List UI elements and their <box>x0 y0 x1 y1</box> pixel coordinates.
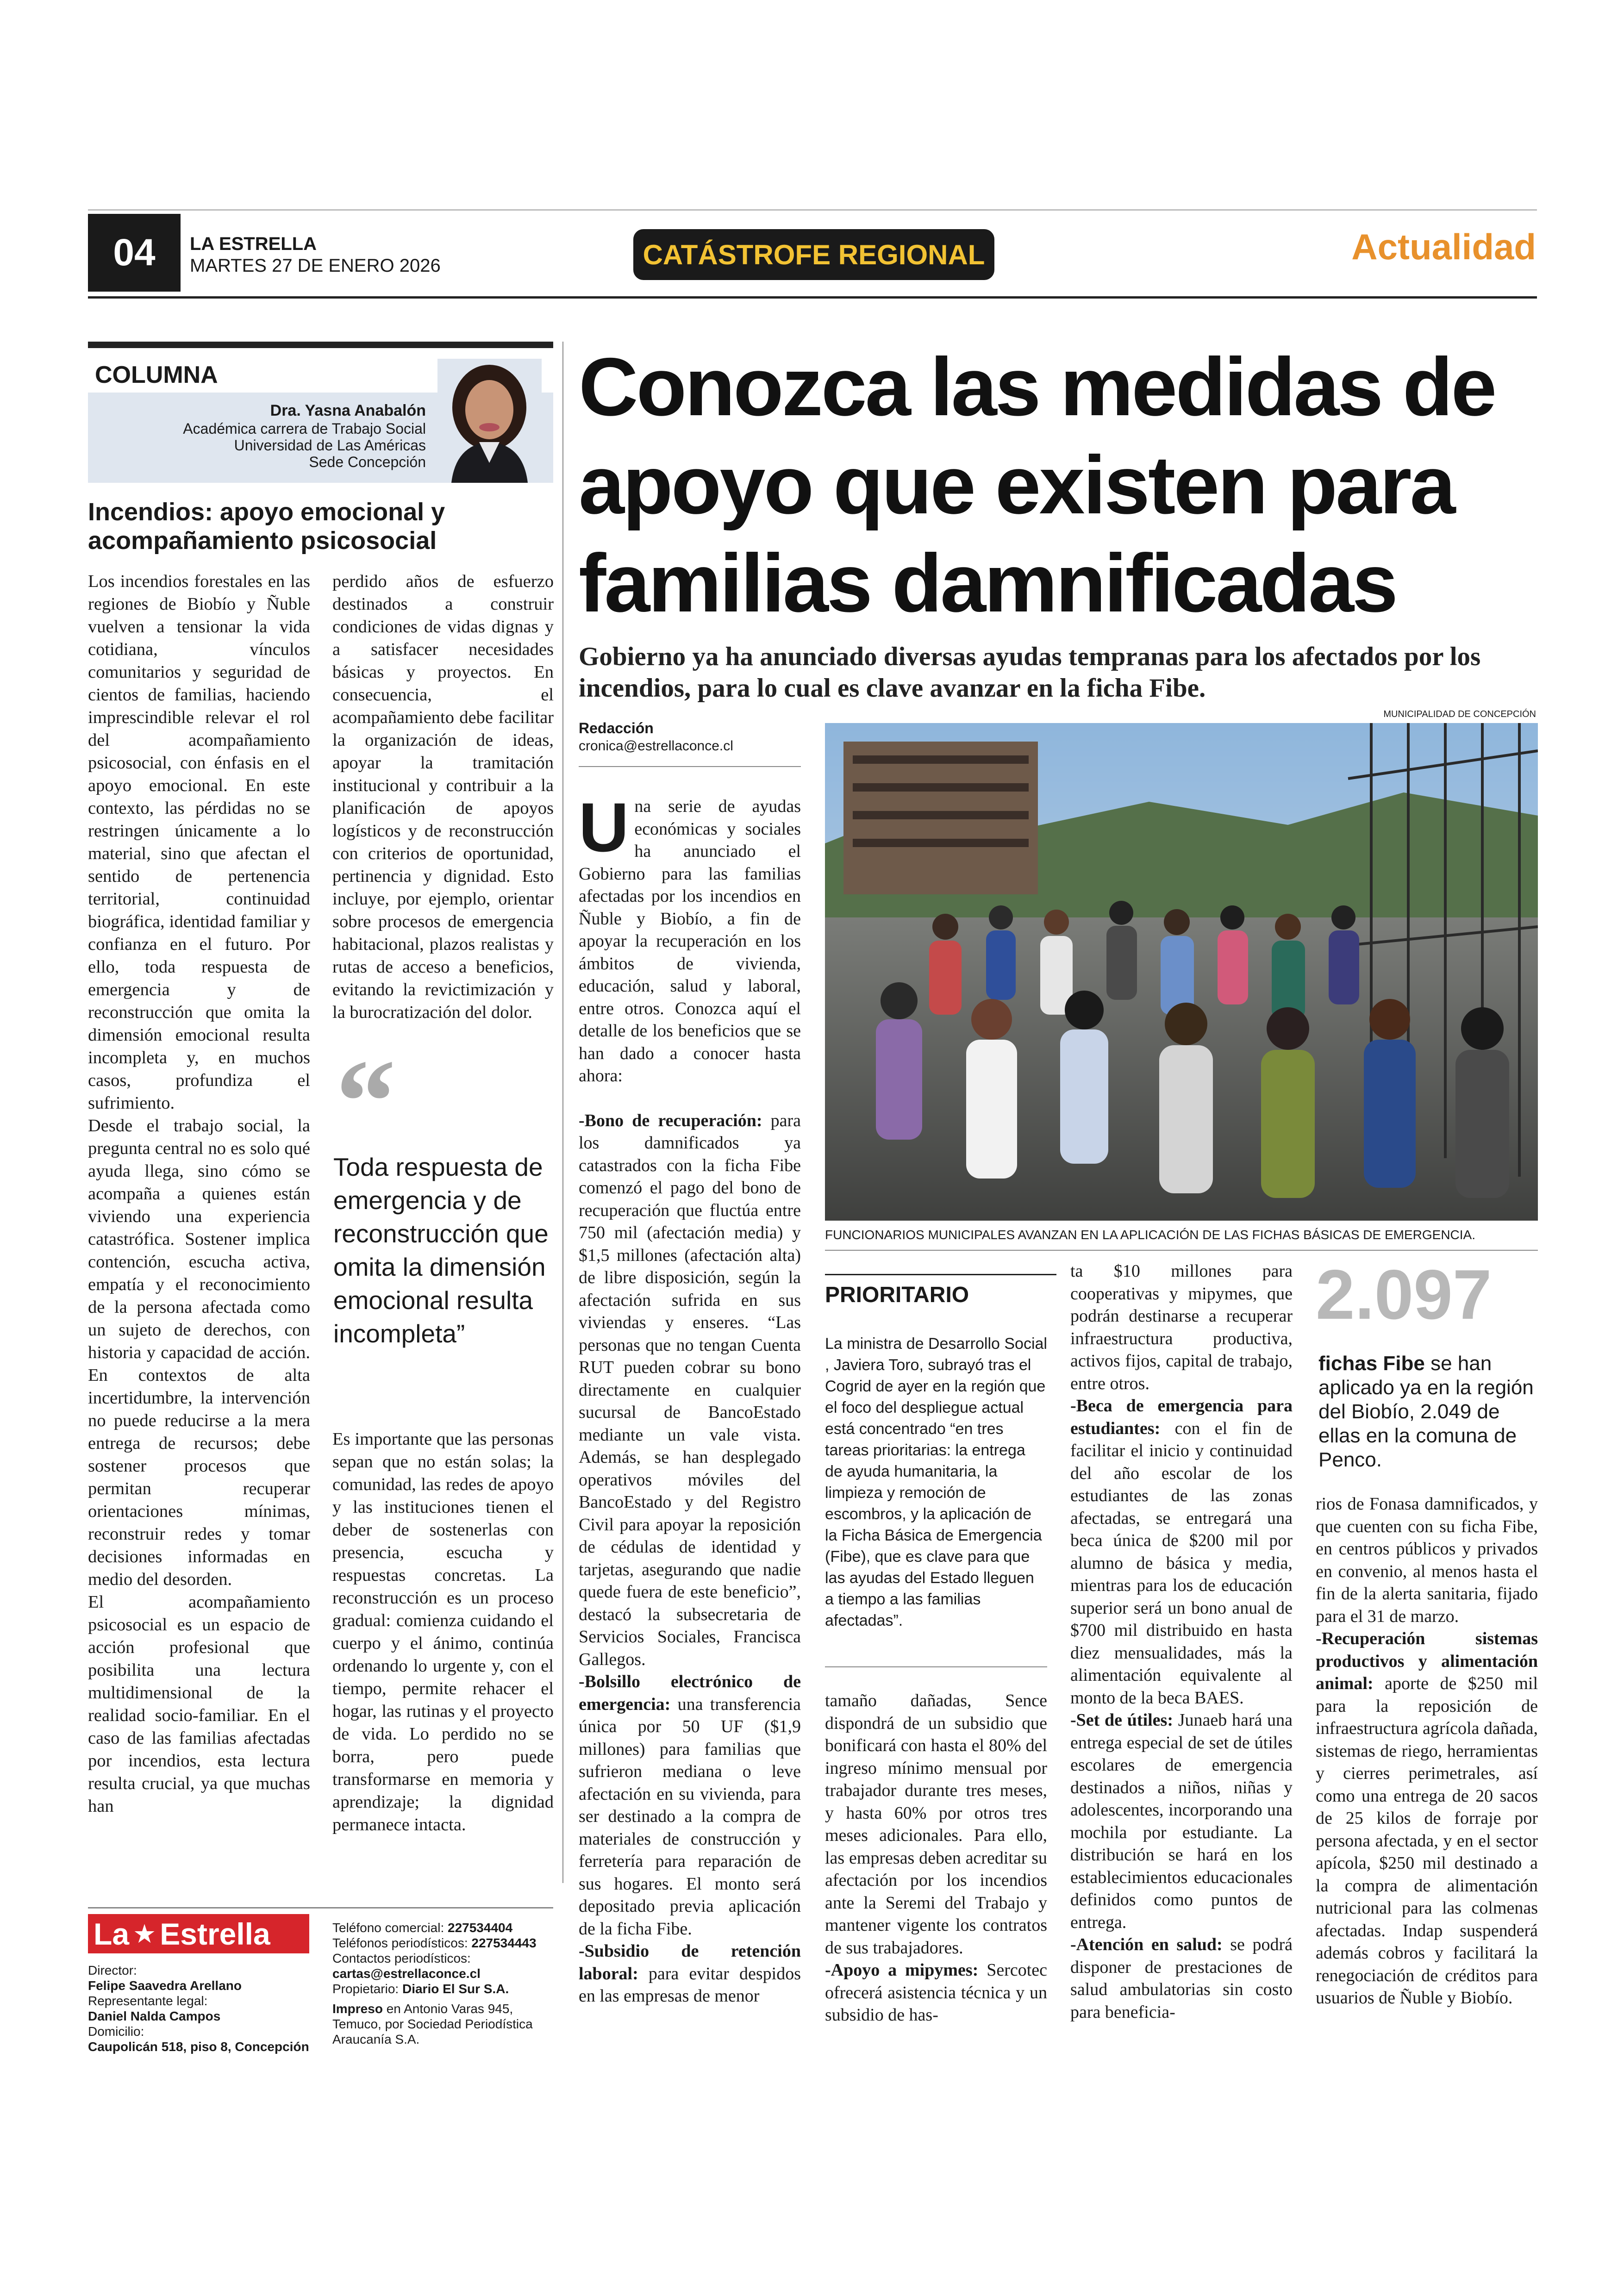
tel-com: 227534404 <box>448 1921 513 1935</box>
mipymes-text: Sercotec ofrecerá asistencia técnica y un subsidio de has- <box>825 1960 1048 2025</box>
sidebar-title: PRIORITARIO <box>825 1283 969 1307</box>
column-tag: COLUMNA <box>95 362 218 388</box>
utiles-text: Junaeb hará una entrega especial de set de útiles escolares de emergencia destinados a niños, niñas y adolescentes, incorporando una mochila por estudiante. La distribución se hará en los establecimientos educacionales definidos como puntos de entrega. <box>1070 1710 1293 1932</box>
star-icon: ★ <box>133 1919 156 1948</box>
author-line-3: Sede Concepción <box>309 454 426 470</box>
article-col1 <box>579 788 801 2008</box>
legal-name: Daniel Nalda Campos <box>88 2009 221 2023</box>
page-top-rule <box>88 209 1537 211</box>
sidebar-text: La ministra de Desarrollo Social , Javiera Toro, subrayó tras el Cogrid de ayer en la región que el foco del despliegue actual está concentrado “en tres tareas prioritarias: la entrega de ayuda humanitaria, la limpieza y remoción de escombros, y la aplicación de la Ficha Básica de Emergencia (Fibe), que es clave para que las ayudas del Estado lleguen a tiempo a las familias afectadas”. <box>825 1335 1047 1629</box>
utiles-label: -Set de útiles: <box>1070 1710 1173 1730</box>
address-label: Domicilio: <box>88 2024 144 2039</box>
quote-mark: “ <box>336 1035 396 1168</box>
subsidio-label: -Subsidio de retención laboral: <box>579 1941 801 1983</box>
bono-text: para los damnificados ya catastrados con la ficha Fibe comenzó el pago del bono de recuperación que fluctúa entre 750 mil (afectación media) y $1,5 millones (afectación alta) de libre disposición, según la afectación sufrida en sus viviendas y enseres. “Las personas que no tengan Cuenta RUT pueden cobrar su bono directamente en cualquier sucursal de BancoEstado mediante un vale vista. Además, se han desplegado operativos móviles del BancoEstado y del Registro Civil para apoyar la reposición de cédulas de identidad y tarjetas, asegurando que nadie quede fuera de este beneficio”, destacó la subsecretaria de Servicios Sociales, Francisca Gallegos. <box>579 1110 801 1669</box>
article-col4 <box>1070 1260 1293 2023</box>
caption-rule <box>825 1250 1538 1251</box>
author-name: Dra. Yasna Anabalón <box>270 402 426 419</box>
tel-per-label: Teléfonos periodísticos: <box>332 1936 468 1950</box>
bolsillo-label: -Bolsillo electrónico de emergencia: <box>579 1672 801 1714</box>
section-badge <box>633 229 994 280</box>
photo-caption: FUNCIONARIOS MUNICIPALES AVANZAN EN LA APLICACIÓN DE LAS FICHAS BÁSICAS DE EMERGENCIA. <box>825 1228 1475 1242</box>
address: Caupolicán 518, piso 8, Concepción <box>88 2039 309 2054</box>
intro: na serie de ayudas económicas y sociales ha anunciado el Gobierno para las familias afectadas por los incendios en Ñuble y Biobío, a fin de apoyar la recuperación en los ámbitos de vivienda, educación, salud y laboral, entre otros. Conozca aquí el detalle de los beneficios que se han dado a conocer hasta ahora: <box>579 797 801 1085</box>
page-number: 04 <box>113 231 156 274</box>
contacts-email: cartas@estrellaconce.cl <box>332 1966 481 1981</box>
header-rule <box>88 296 1537 299</box>
column-divider <box>562 342 563 1883</box>
page-number-box <box>88 214 181 292</box>
bolsillo-text: una transferencia única por 50 UF ($1,9 millones) para familias que sufrieron mediana o leve afectación en su vivienda, para ser destinado a la compra de materiales de construcción y ferretería para reparación de sus hogares. El monto será depositado previa aplicación de la ficha Fibe. <box>579 1694 801 1939</box>
column-top-rule <box>88 342 553 348</box>
column-body-col2a: perdido años de esfuerzo destinados a construir condiciones de vidas dignas y a satisfacer necesidades básicas y proyectos. En consecuencia, el acompañamiento debe facilitar la organización de ideas, apoyar la tramitación institucional y contribuir a la planificación de apoyos logísticos y de reconstrucción con criterios de oportunidad, pertinencia y dignidad. Esto incluye, por ejemplo, orientar sobre procesos de emergencia habitacional, plazos realistas y rutas de acceso a beneficios, evitando la revictimización y la burocratización del dolor. <box>332 572 554 1022</box>
column-body-col2b: Es importante que las personas sepan que no están solas; la comunidad, las redes de apoyo y las instituciones tienen el deber de sostenerlas con presencia, escucha y respuestas concretas. La reconstrucción es un proceso gradual: comienza cuidando el cuerpo y el ánimo, continúa ordenando lo urgente y, con el tiempo, permite rehacer el hogar, las rutinas y el proyecto de vida. Lo perdido no se borra, pero puede transformarse en memoria y aprendizaje; la dignidad permanece intacta. <box>332 1429 554 1834</box>
salud-text: se podrá disponer de prestaciones de salud ambulatorias sin costo para beneficia- <box>1070 1935 1293 2022</box>
column-para-3: El acompañamiento psicosocial es un espacio de acción profesional que posibilita una lectura multidimensional de la realidad socio-familiar. En el caso de las familias afectadas por incendios, esta lectura resulta crucial, ya que muchas han <box>88 1592 310 1816</box>
paper-name: LA ESTRELLA <box>190 234 317 254</box>
crowd-photo <box>825 723 1538 1221</box>
owner-label: Propietario: <box>332 1982 399 1996</box>
tel-per: 227534443 <box>471 1936 537 1950</box>
bono-label: -Bono de recuperación: <box>579 1110 762 1130</box>
stat-bold: fichas Fibe <box>1318 1352 1425 1375</box>
director-label: Director: <box>88 1963 137 1977</box>
column-title: Incendios: apoyo emocional y acompañamiento psicosocial <box>88 498 445 555</box>
sidebar-top-rule <box>825 1274 1056 1275</box>
section-name: Actualidad <box>1351 226 1536 267</box>
stat-text <box>1318 1352 1536 1472</box>
contacts-label: Contactos periodísticos: <box>332 1951 471 1965</box>
masthead-contacts <box>332 1920 555 2047</box>
deck: Gobierno ya ha anunciado diversas ayudas tempranas para los afectados por los incendios, para lo cual es clave avanzar en la ficha Fibe. <box>579 642 1481 703</box>
logo-right: Estrella <box>160 1916 270 1951</box>
beca-label: -Beca de emergencia para estudiantes: <box>1070 1396 1293 1438</box>
salud-label: -Atención en salud: <box>1070 1935 1223 1954</box>
owner: Diario El Sur S.A. <box>402 1982 509 1996</box>
section-badge-label: CATÁSTROFE REGIONAL <box>643 239 985 270</box>
byline-email: cronica@estrellaconce.cl <box>579 738 733 754</box>
footer-rule <box>88 1907 553 1908</box>
director-name: Felipe Saavedra Arellano <box>88 1978 242 1993</box>
mipymes-label: -Apoyo a mipymes: <box>825 1960 979 1980</box>
legal-label: Representante legal: <box>88 1994 208 2008</box>
logo-left: La <box>94 1916 130 1951</box>
column-body-col1 <box>88 570 310 1818</box>
issue-date: MARTES 27 DE ENERO 2026 <box>190 256 441 276</box>
print-text: en Antonio Varas 945, Temuco, por Sociedad Periodística Araucanía S.A. <box>332 2002 533 2046</box>
author-line-2: Universidad de Las Américas <box>234 437 426 454</box>
sidebar-bottom-rule <box>825 1666 1047 1667</box>
masthead-credits <box>88 1963 319 2054</box>
article-col5 <box>1316 1493 1538 2009</box>
col3-text: tamaño dañadas, Sence dispondrá de un subsidio que bonificará con hasta el 80% del ingreso mínimo mensual por trabajador durante tres meses, y hasta 60% por otros tres meses adicionales. Para ello, las empresas deben acreditar su afectación por los incendios ante la Seremi del Trabajo y mantener vigente los contratos de sus trabajadores. <box>825 1691 1047 1958</box>
author-line-1: Académica carrera de Trabajo Social <box>183 420 426 437</box>
byline-rule <box>579 766 801 767</box>
col4-text: ta $10 millones para cooperativas y mipymes, que podrán destinarse a recuperar infraestructura productiva, activos fijos, capital de trabajo, entre otros. <box>1070 1261 1293 1393</box>
photo-credit: MUNICIPALIDAD DE CONCEPCIÓN <box>1383 709 1536 719</box>
column-para-1: Los incendios forestales en las regiones de Biobío y Ñuble vuelven a tensionar la vida cotidiana, vínculos comunitarios y seguridad de cientos de familias, haciendo imprescindible relevar el rol del acompañamiento psicosocial, con énfasis en el apoyo emocional. En este contexto, las pérdidas no se restringen únicamente a lo material, sino que afectan el sentido de pertenencia territorial, continuidad biográfica, identidad familiar y confianza en el futuro. Por ello, toda respuesta de emergencia y de reconstrucción que omita la dimensión emocional resulta incompleta y, en muchos casos, profundiza el sufrimiento. <box>88 572 310 1113</box>
col5-text: rios de Fonasa damnificados, y que cuenten con su ficha Fibe, en centros públicos y privados en convenio, al menos hasta el fin de la alerta sanitaria, fijado para el 31 de marzo. <box>1316 1494 1538 1626</box>
agro-text: aporte de $250 mil para la reposición de infraestructura agrícola dañada, sistemas de riego, herramientas y cierres perimetrales, así como una entrega de 20 sacos de 25 kilos de forraje por persona afectada, y en el sector apícola, $250 mil destinado a la compra de alimentación nutricional para las colmenas afectadas. Indap suspenderá además cobros y facilitará la renegociación de créditos para usuarios de Ñuble y Biobío. <box>1316 1674 1538 2008</box>
stat-body: se han aplicado ya en la región del Biobío, 2.049 de ellas en la comuna de Penco. <box>1318 1352 1534 1471</box>
tel-com-label: Teléfono comercial: <box>332 1921 444 1935</box>
subsidio-text: para evitar despidos en las empresas de menor <box>579 1964 801 2006</box>
author-portrait <box>437 359 542 483</box>
headline: Conozca las medidas de apoyo que existen para familias damnificadas <box>579 341 1495 629</box>
dropcap: U <box>579 788 629 866</box>
stat-number: 2.097 <box>1316 1255 1492 1334</box>
beca-text: con el fin de facilitar el inicio y continuidad del año escolar de los estudiantes de las zonas afectadas, se entregará una beca única de $200 mil por alumno de básica y media, mientras para los de educación superior será un bono anual de $700 mil distribuido en hasta diez mensualidades, más la alimentación equivalente al monto de la beca BAES. <box>1070 1418 1293 1708</box>
logo <box>88 1914 309 1953</box>
article-col3 <box>825 1690 1047 2027</box>
agro-label: -Recuperación sistemas productivos y alimentación animal: <box>1316 1629 1538 1693</box>
byline: Redacción <box>579 720 654 736</box>
print-label: Impreso <box>332 2002 383 2016</box>
column-para-2: Desde el trabajo social, la pregunta central no es solo qué ayuda llega, sino cómo se acompaña a quienes están viviendo una experiencia catastrófica. Sostener implica contención, escucha activa, empatía y el reconocimiento de la persona afectada como un sujeto de derechos, con historia y capacidad de acción. En contextos de alta incertidumbre, la intervención no puede reducirse a la mera entrega de recursos; debe sostener procesos que permitan recuperar orientaciones mínimas, reconstruir redes y tomar decisiones informadas en medio del desorden. <box>88 1116 310 1589</box>
pull-quote: Toda respuesta de emergencia y de reconstrucción que omita la dimensión emocional resulta incompleta” <box>333 1153 549 1348</box>
